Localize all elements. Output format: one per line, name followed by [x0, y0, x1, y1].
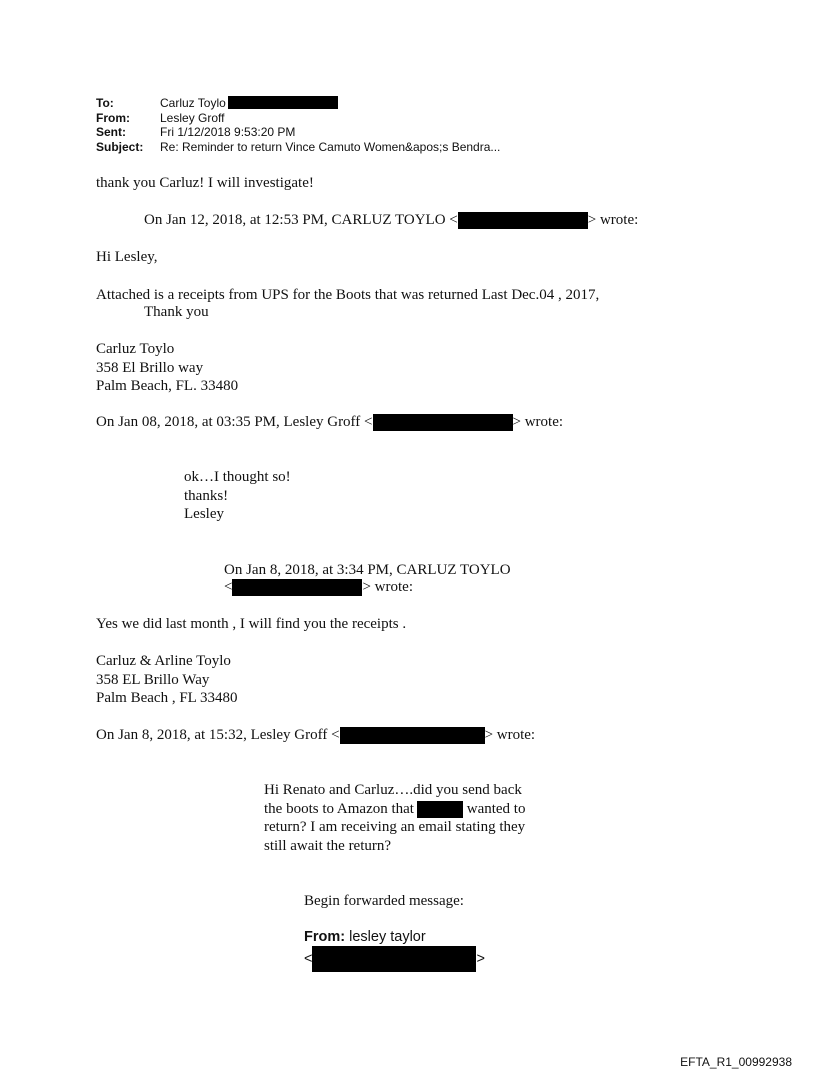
orig-line3: return? I am receiving an email stating they: [264, 819, 526, 835]
email-header: [96, 96, 500, 154]
original-message: [264, 781, 525, 855]
quote2-header: [96, 413, 563, 432]
greeting: Hi Lesley,: [96, 249, 158, 265]
sig1-street: 358 El Brillo way: [96, 359, 204, 376]
from-value: Lesley Groff: [160, 110, 225, 125]
quote2-prefix: On Jan 08, 2018, at 03:35 PM, Lesley Groff <: [96, 414, 373, 430]
orig-line2-b: wanted to: [462, 800, 526, 817]
signature-1: [96, 340, 238, 396]
redaction-box: [373, 414, 513, 431]
fwd-from-label: From:: [304, 929, 346, 945]
redaction-box: [458, 212, 588, 229]
forwarded-label: Begin forwarded message:: [304, 893, 464, 909]
redaction-box: [232, 579, 362, 596]
reply2-line3: Lesley: [184, 506, 224, 522]
subject-label: Subject:: [96, 139, 144, 154]
sig2-name: Carluz & Arline Toylo: [96, 653, 231, 669]
quote4-header: [96, 726, 535, 745]
reply-line: thank you Carluz! I will investigate!: [96, 175, 314, 191]
orig-line2: [264, 800, 525, 819]
reply2-line2: thanks!: [184, 487, 229, 504]
quote1-header: [144, 211, 638, 230]
reply2-line1: ok…I thought so!: [184, 469, 291, 485]
from-row: [96, 111, 500, 126]
orig-line2-a: the boots to Amazon that: [264, 800, 414, 817]
quote3-suffix: > wrote:: [362, 579, 413, 595]
document-id: EFTA_R1_00992938: [680, 1055, 792, 1069]
subject-row: [96, 140, 500, 155]
thank-you: Thank you: [144, 304, 209, 320]
attached-line: Attached is a receipts from UPS for the Boots that was returned Last Dec.04 , 2017,: [96, 287, 600, 303]
fwd-lt: <: [304, 950, 313, 967]
redaction-box: [340, 727, 485, 744]
redaction-box: [312, 946, 476, 972]
to-value: Carluz Toylo: [160, 96, 226, 110]
sig1-name: Carluz Toylo: [96, 341, 175, 357]
signature-2: [96, 652, 238, 708]
quote1-prefix: On Jan 12, 2018, at 12:53 PM, CARLUZ TOYLO <: [144, 212, 458, 228]
orig-line1: Hi Renato and Carluz….did you send back: [264, 782, 522, 798]
from-label: From:: [96, 110, 130, 125]
fwd-gt: >: [476, 950, 485, 967]
to-row: [96, 96, 500, 111]
quote3-prefix: <: [224, 579, 233, 595]
forwarded-from-email: [304, 946, 485, 972]
fwd-from-value: lesley taylor: [345, 929, 426, 945]
quote3-line2: [224, 578, 413, 597]
sent-label: Sent:: [96, 125, 126, 139]
to-label: To:: [96, 96, 114, 110]
redaction-box: [417, 801, 463, 818]
sig2-street: 358 EL Brillo Way: [96, 671, 210, 688]
sig1-city: Palm Beach, FL. 33480: [96, 378, 239, 394]
quote2-suffix: > wrote:: [512, 414, 564, 430]
forwarded-from: [304, 929, 426, 945]
sig2-city: Palm Beach , FL 33480: [96, 690, 238, 706]
orig-line4: still await the return?: [264, 837, 392, 854]
redaction-box: [228, 96, 338, 109]
quote4-prefix: On Jan 8, 2018, at 15:32, Lesley Groff <: [96, 727, 340, 743]
subject-value: Re: Reminder to return Vince Camuto Women&apos;s Bendra...: [160, 139, 501, 154]
quote3-line1: On Jan 8, 2018, at 3:34 PM, CARLUZ TOYLO: [224, 562, 511, 578]
quote1-suffix: > wrote:: [587, 212, 639, 228]
sent-value: Fri 1/12/2018 9:53:20 PM: [160, 125, 296, 139]
reply3-line: Yes we did last month , I will find you the receipts .: [96, 616, 407, 632]
sent-row: [96, 125, 500, 140]
quote4-suffix: > wrote:: [484, 727, 536, 743]
reply-2: [184, 468, 291, 524]
